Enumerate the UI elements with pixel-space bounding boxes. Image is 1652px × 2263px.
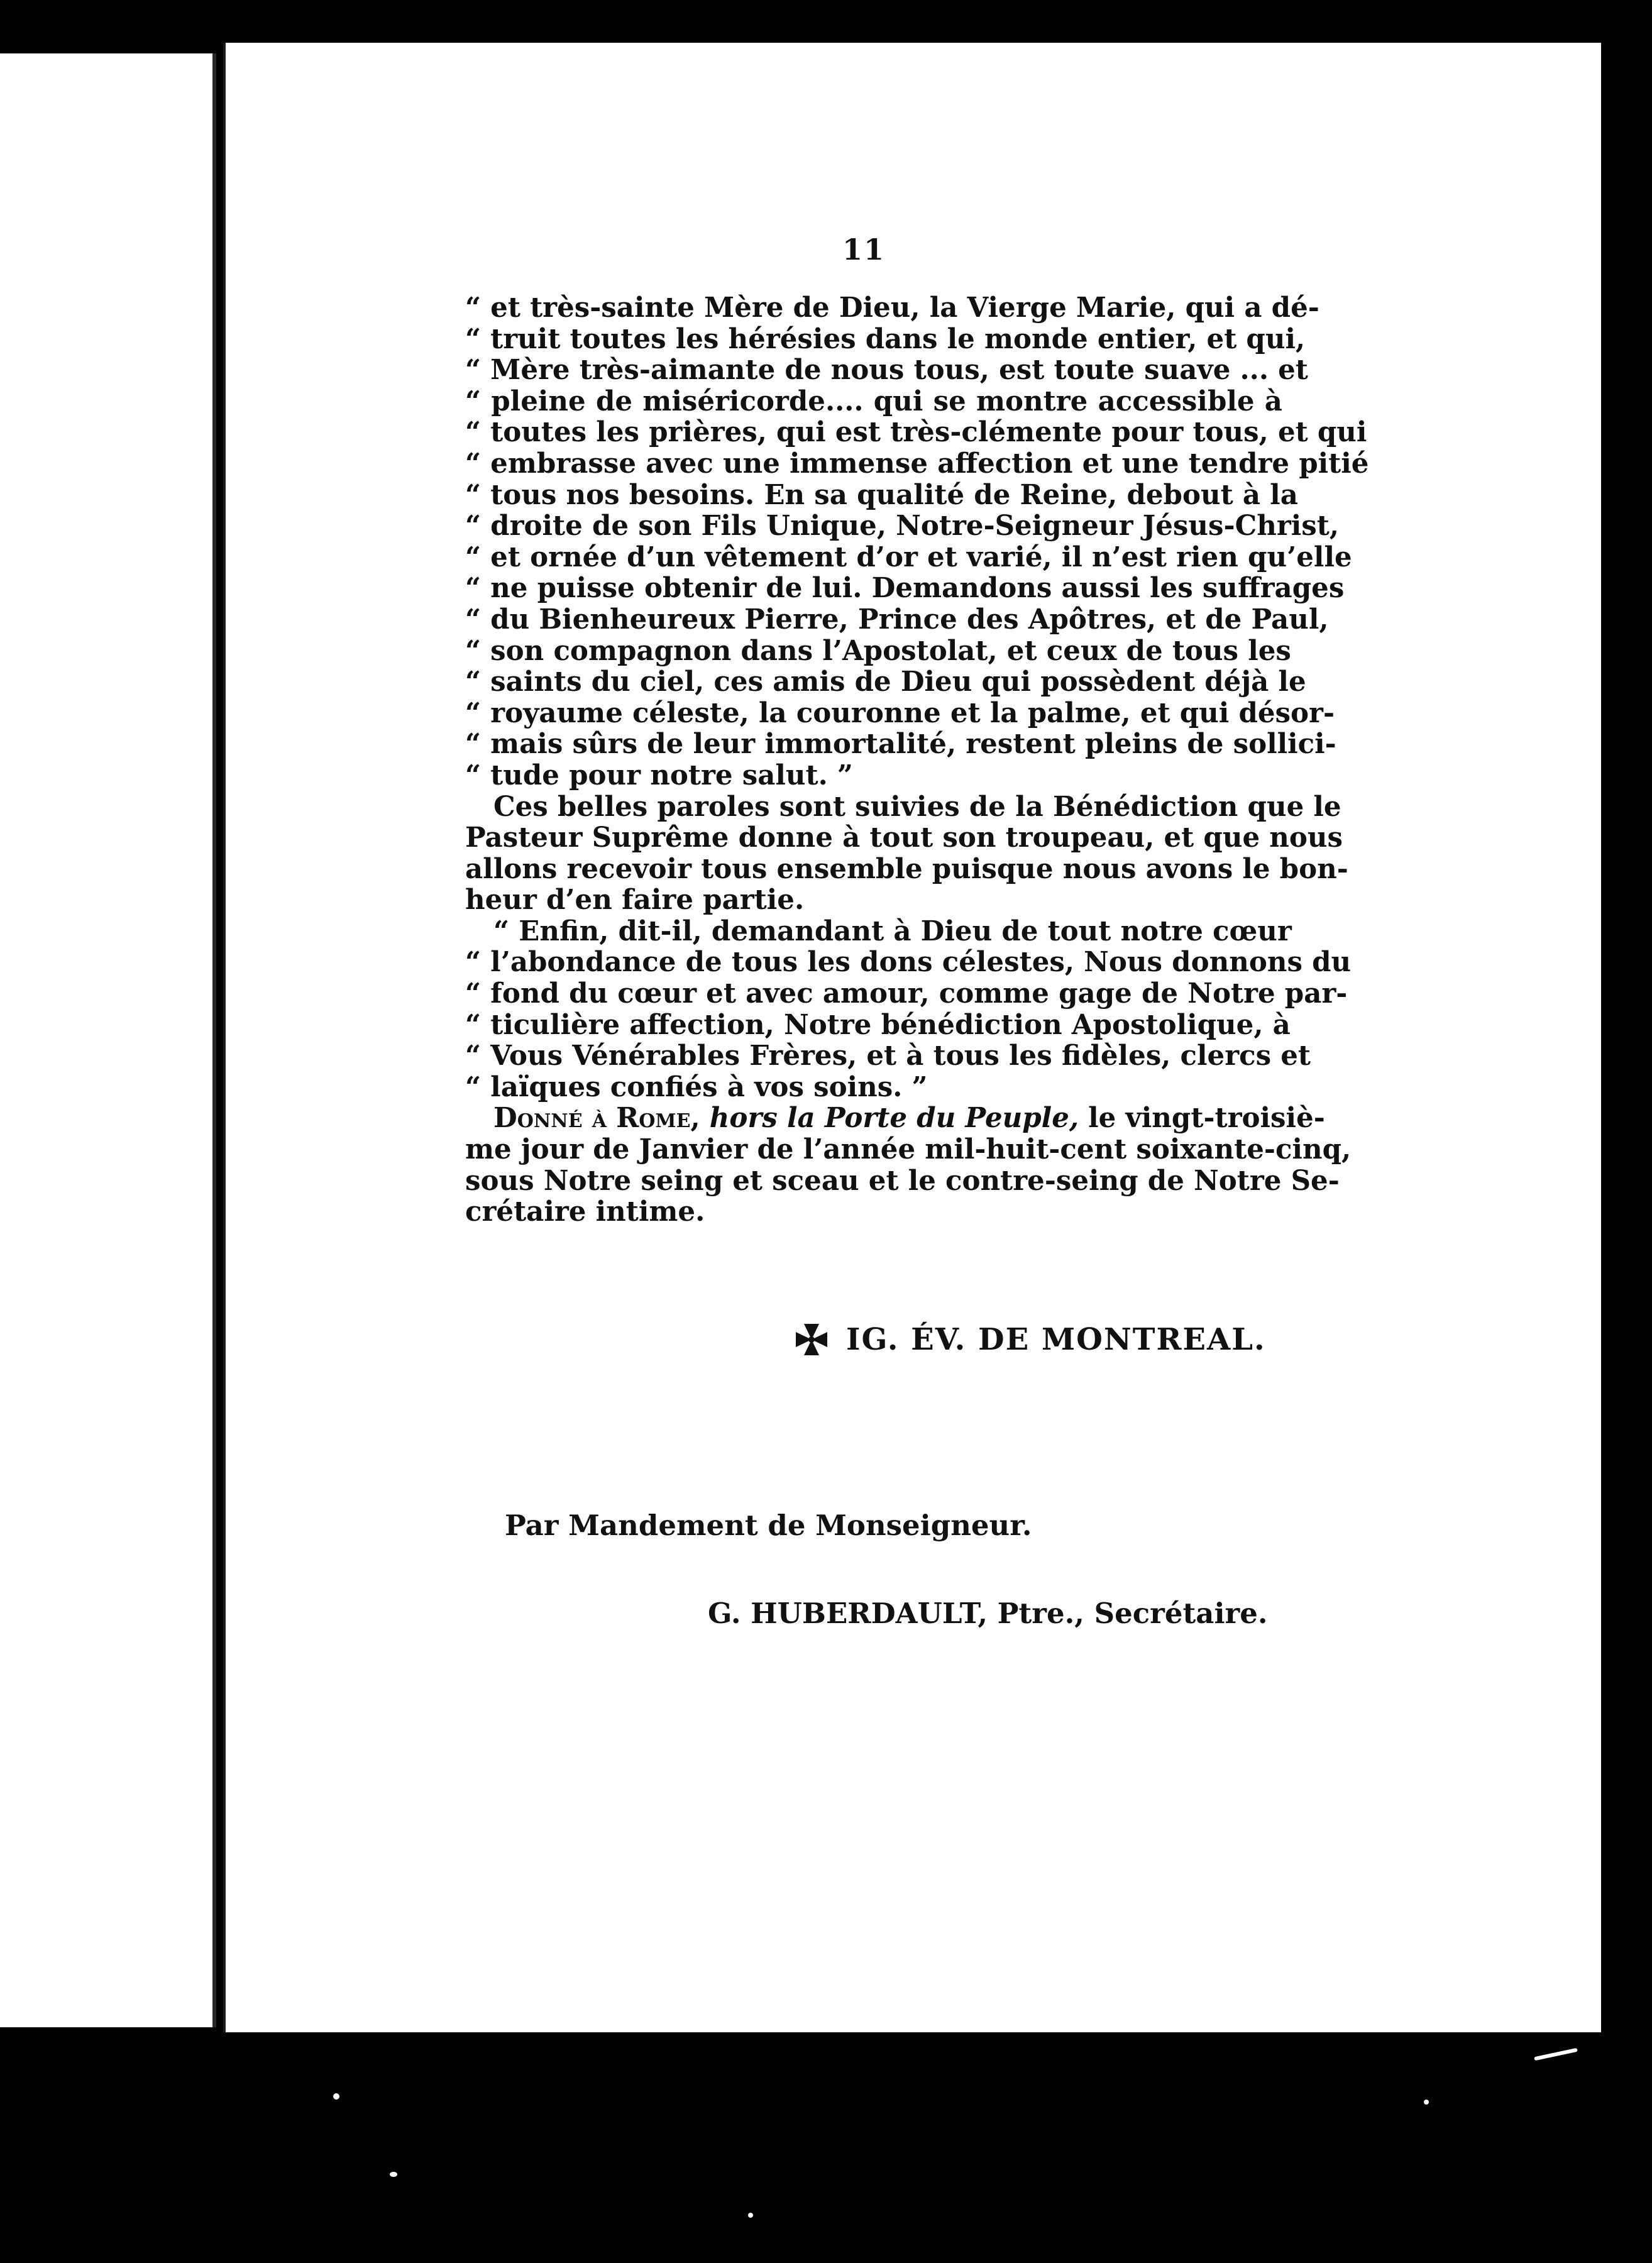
text-line: “ royaume céleste, la couronne et la palme, et qui désor- <box>465 697 1335 729</box>
adjacent-page <box>0 53 216 2027</box>
text-line: “ du Bienheureux Pierre, Prince des Apôtres, et de Paul, <box>465 603 1329 636</box>
bishop-signature <box>793 1321 1266 1358</box>
maltese-cross-icon <box>793 1321 830 1358</box>
given-suffix: le vingt-troisiè- <box>1079 1102 1325 1135</box>
body-text <box>465 292 1369 1228</box>
secretary-line: G. HUBERDAULT, Ptre., Secrétaire. <box>708 1597 1268 1630</box>
text-line: “ laïques confiés à vos soins. ” <box>465 1071 928 1103</box>
text-line: Ces belles paroles sont suivies de la Bénédiction que le <box>493 790 1341 823</box>
text-line: “ truit toutes les hérésies dans le monde entier, et qui, <box>465 322 1306 355</box>
scan-speck <box>1424 2100 1429 2105</box>
given-place: hors la Porte du Peuple, <box>709 1102 1079 1135</box>
signature-text: IG. ÉV. DE MONTREAL. <box>846 1322 1266 1357</box>
text-line: “ toutes les prières, qui est très-clémente pour tous, et qui <box>465 416 1367 449</box>
text-line: “ droite de son Fils Unique, Notre-Seigneur Jésus-Christ, <box>465 510 1340 542</box>
text-line: me jour de Janvier de l’année mil-huit-cent soixante-cinq, <box>465 1133 1352 1166</box>
text-line: “ saints du ciel, ces amis de Dieu qui possèdent déjà le <box>465 666 1306 698</box>
text-line: sous Notre seing et sceau et le contre-seing de Notre Se- <box>465 1164 1340 1197</box>
scan-speck <box>333 2093 339 2100</box>
scan-speck <box>1534 2048 1578 2061</box>
page-number: 11 <box>842 233 886 267</box>
text-line: “ pleine de miséricorde.... qui se montre accessible à <box>465 385 1282 417</box>
text-line: “ et très-sainte Mère de Dieu, la Vierge Marie, qui a dé- <box>465 292 1319 324</box>
text-line: “ Enfin, dit-il, demandant à Dieu de tout notre cœur <box>493 915 1292 947</box>
text-line: “ son compagnon dans l’Apostolat, et ceux de tous les <box>465 634 1291 667</box>
text-line: “ ne puisse obtenir de lui. Demandons aussi les suffrages <box>465 572 1345 605</box>
text-line: “ Vous Vénérables Frères, et à tous les fidèles, clercs et <box>465 1040 1311 1072</box>
text-line: “ Mère très-aimante de nous tous, est toute suave ... et <box>465 354 1308 387</box>
text-line: allons recevoir tous ensemble puisque nous avons le bon- <box>465 852 1348 885</box>
text-line: heur d’en faire partie. <box>465 884 805 917</box>
text-line: “ l’abondance de tous les dons célestes, Nous donnons du <box>465 946 1352 979</box>
text-line: “ tude pour notre salut. ” <box>465 759 853 791</box>
text-line: “ embrasse avec une immense affection et une tendre pitié <box>465 447 1369 480</box>
given-prefix: Donné à Rome, <box>493 1102 710 1135</box>
scan-speck <box>748 2213 753 2218</box>
text-line: “ et ornée d’un vêtement d’or et varié, il n’est rien qu’elle <box>465 541 1352 573</box>
text-line: crétaire intime. <box>465 1196 705 1228</box>
text-line: “ fond du cœur et avec amour, comme gage de Notre par- <box>465 977 1348 1010</box>
scan-speck <box>390 2172 397 2177</box>
text-line: “ tous nos besoins. En sa qualité de Reine, debout à la <box>465 478 1298 511</box>
text-line: “ ticulière affection, Notre bénédiction Apostolique, à <box>465 1008 1291 1041</box>
mandate-line: Par Mandement de Monseigneur. <box>505 1509 1032 1542</box>
given-line <box>465 1102 1325 1135</box>
text-line: Pasteur Suprême donne à tout son troupeau, et que nous <box>465 822 1343 854</box>
text-line: “ mais sûrs de leur immortalité, restent pleins de sollici- <box>465 728 1336 761</box>
